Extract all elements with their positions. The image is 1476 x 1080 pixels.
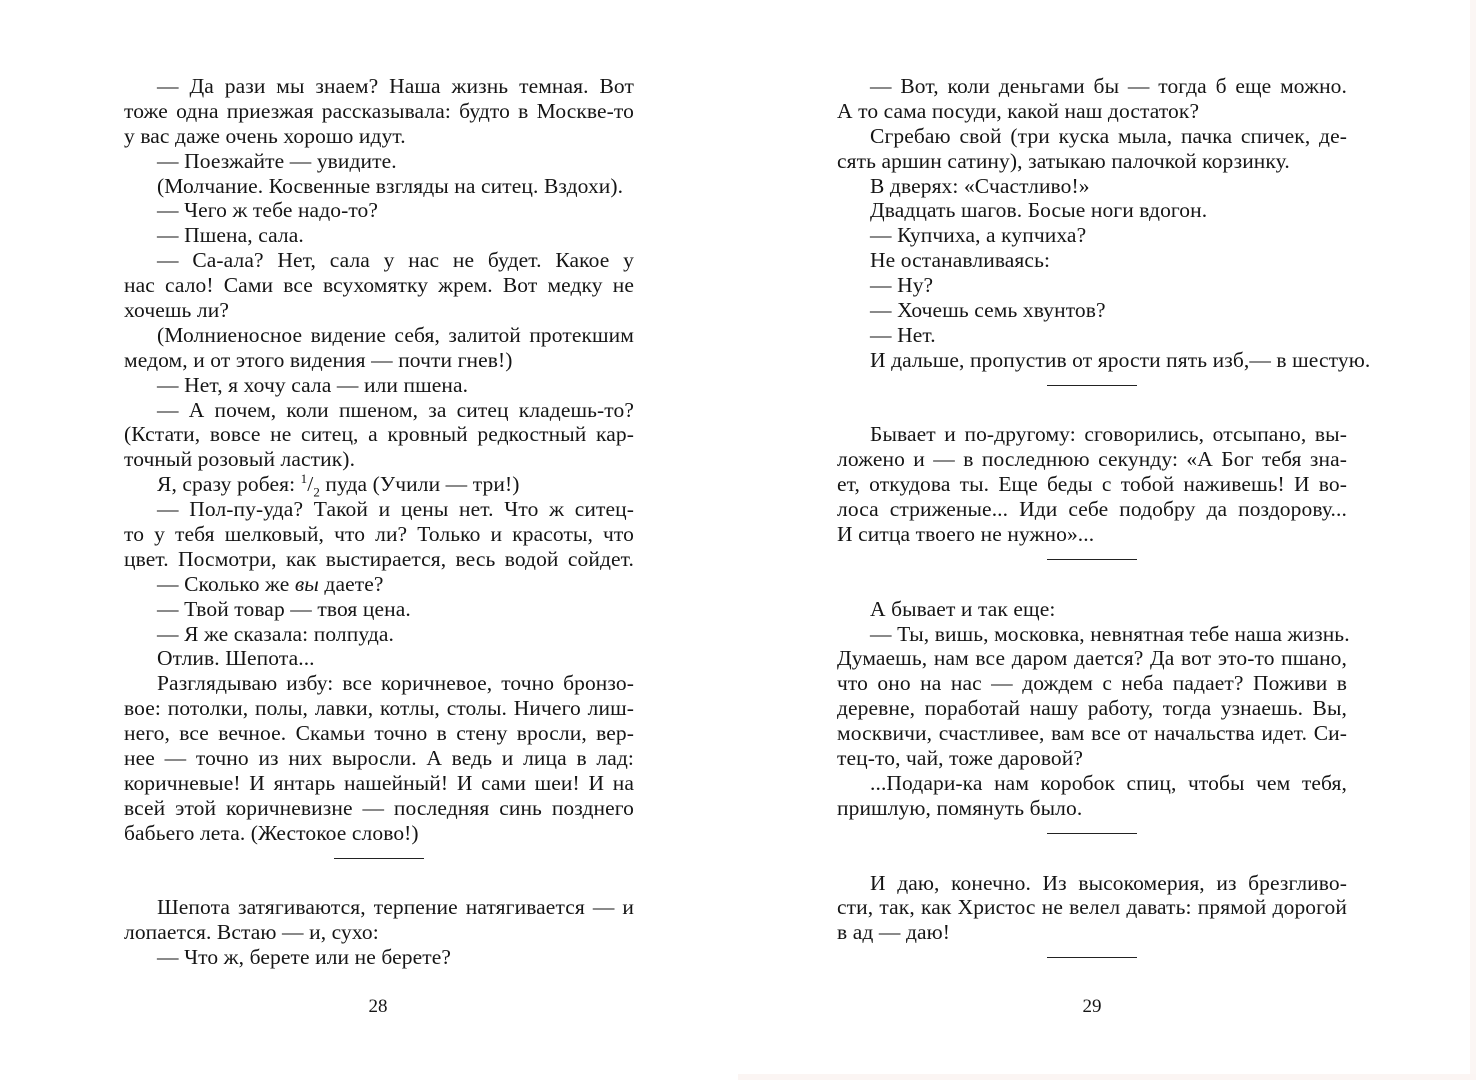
blank-line [837, 572, 1347, 597]
page-number-right: 29 [1082, 996, 1102, 1017]
text-line: хочешь ли? [124, 298, 229, 323]
text-line: ет, откудова ты. Еще беды с тобой наживешь! И во- [837, 472, 1347, 497]
text-line: — Твой товар — твоя цена. [157, 596, 411, 621]
blank-line [124, 871, 634, 896]
text-line: тоже одна приезжая рассказывала: будто в Москве-то [124, 98, 634, 123]
text-line: Двадцать шагов. Босые ноги вдогон. [870, 198, 1208, 223]
text-line: Разглядываю избу: все коричневое, точно бронзо- [157, 671, 634, 696]
blank-line [837, 398, 1347, 423]
page-number-left: 28 [368, 996, 388, 1017]
text-line: (Кстати, вовсе не ситец, а кровный редкостный кар- [124, 422, 634, 447]
text-line: — Что ж, берете или не берете? [157, 945, 452, 970]
text-line: бабьего лета. (Жестокое слово!) [124, 820, 419, 845]
text-line: в ад — даю! [837, 920, 951, 945]
text-line: лопается. Встаю — и, сухо: [124, 920, 379, 945]
text-line: — А почем, коли пшеном, за ситец кладешь-то? [157, 397, 634, 422]
text-line: — Купчиха, а купчиха? [870, 223, 1087, 248]
right-page-text [837, 74, 1371, 970]
text-line: точный розовый ластик). [124, 447, 356, 472]
fraction-half: $^1/_2$ [300, 471, 320, 500]
text-line: ложено и — в последнюю секунду: «А Бог тебя зна- [837, 447, 1347, 472]
text-line: В дверях: «Счастливо!» [870, 173, 1090, 198]
text-line: — Хочешь семь хвунтов? [870, 298, 1106, 323]
page-edge-bottom [738, 1074, 1476, 1080]
text-line: Не останавливаясь: [870, 248, 1051, 273]
text-line: — Нет, я хочу сала — или пшена. [157, 372, 469, 397]
text-line: И даю, конечно. Из высокомерия, из брезгливо- [870, 870, 1347, 895]
blank-line [837, 846, 1347, 871]
text-line: — Чего ж тебе надо-то? [157, 198, 379, 223]
text-line: — Пшена, сала. [157, 223, 304, 248]
text-line: — Вот, коли деньгами бы — тогда б еще можно. [870, 74, 1347, 98]
text-line: Я, сразу робея: $^1/_2$ пуда (Учили — три!) [157, 471, 520, 500]
text-line: у вас даже очень хорошо идут. [124, 123, 406, 148]
text-line: А бывает и так еще: [870, 596, 1056, 621]
text-line: Сгребаю свой (три куска мыла, пачка спичек, де- [870, 123, 1347, 148]
text-line: (Молниеносное видение себя, залитой протекшим [157, 322, 634, 347]
emphasis: вы [294, 571, 319, 596]
text-line: всей этой коричневизне — последняя синь позднего [124, 795, 634, 820]
text-line: сять аршин сатину), затыкаю палочкой корзинку. [837, 148, 1290, 173]
text-line: — Я же сказала: полпуда. [157, 621, 394, 646]
text-line: — Да рази мы знаем? Наша жизнь темная. Вот [157, 74, 634, 98]
section-separator [837, 547, 1347, 572]
text-line: — Сколько же вы даете? [157, 571, 384, 596]
text-line: что оно на нас — дождем с неба падает? Поживи в [837, 671, 1347, 696]
text-line: него, все вечное. Скамьи точно в стену вросли, вер- [124, 721, 634, 746]
text-line: — Са-ала? Нет, сала у нас не будет. Какое у [157, 248, 634, 273]
text-line: — Ну? [870, 273, 934, 298]
text-line: — Поезжайте — увидите. [157, 148, 397, 173]
text-line: — Пол-пу-уда? Такой и цены нет. Что ж ситец- [157, 497, 634, 522]
section-separator [124, 846, 634, 871]
text-line: москвичи, счастливее, вам все от начальства идет. Си- [837, 721, 1347, 746]
text-line: И ситца твоего не нужно»... [837, 522, 1095, 547]
text-line: коричневые! И янтарь нашейный! И сами шеи! И на [124, 770, 634, 795]
text-line: нас сало! Сами все всухомятку жрем. Вот медку не [124, 273, 634, 298]
text-line: А то сама посуди, какой наш достаток? [837, 98, 1200, 123]
text-line: то у тебя шелковый, что ли? Только и красоты, что [124, 522, 634, 547]
text-line: тец-то, чай, тоже даровой? [837, 746, 1084, 771]
text-line: вое: потолки, полы, лавки, котлы, столы. Ничего лиш- [124, 696, 634, 721]
text-line: Отлив. Шепота... [157, 646, 315, 671]
text-line: медом, и от этого видения — почти гнев!) [124, 347, 513, 372]
text-line: ...Подари-ка нам коробок спиц, чтобы чем тебя, [870, 770, 1347, 795]
page-edge-right [1470, 0, 1476, 1080]
text-line: лоса стриженые... Иди себе подобру да поздорову... [837, 497, 1347, 522]
text-line: — Нет. [870, 322, 936, 347]
text-line: сти, так, как Христос не велел давать: прямой дорогой [837, 895, 1347, 920]
text-line: деревне, поработай нашу работу, тогда узнаешь. Вы, [837, 696, 1347, 721]
text-line: (Молчание. Косвенные взгляды на ситец. Вздохи). [157, 173, 624, 198]
section-separator [837, 373, 1347, 398]
text-line: нее — точно из них выросли. А ведь и лица в лад: [124, 746, 634, 771]
text-line: Бывает и по-другому: сговорились, отсыпано, вы- [870, 422, 1347, 447]
text-line: пришлую, помянуть было. [837, 795, 1083, 820]
section-separator [837, 945, 1347, 970]
section-separator [837, 821, 1347, 846]
left-page-text [124, 74, 634, 970]
text-line: Шепота затягиваются, терпение натягивается — и [157, 895, 634, 920]
text-line: Думаешь, нам все даром дается? Да вот это-то пшано, [837, 646, 1347, 671]
text-line: И дальше, пропустив от ярости пять изб,— в шестую. [870, 347, 1371, 372]
text-line: цвет. Посмотри, как выстирается, весь водой сойдет. [124, 546, 634, 571]
text-line: — Ты, вишь, московка, невнятная тебе наша жизнь. [870, 621, 1350, 646]
